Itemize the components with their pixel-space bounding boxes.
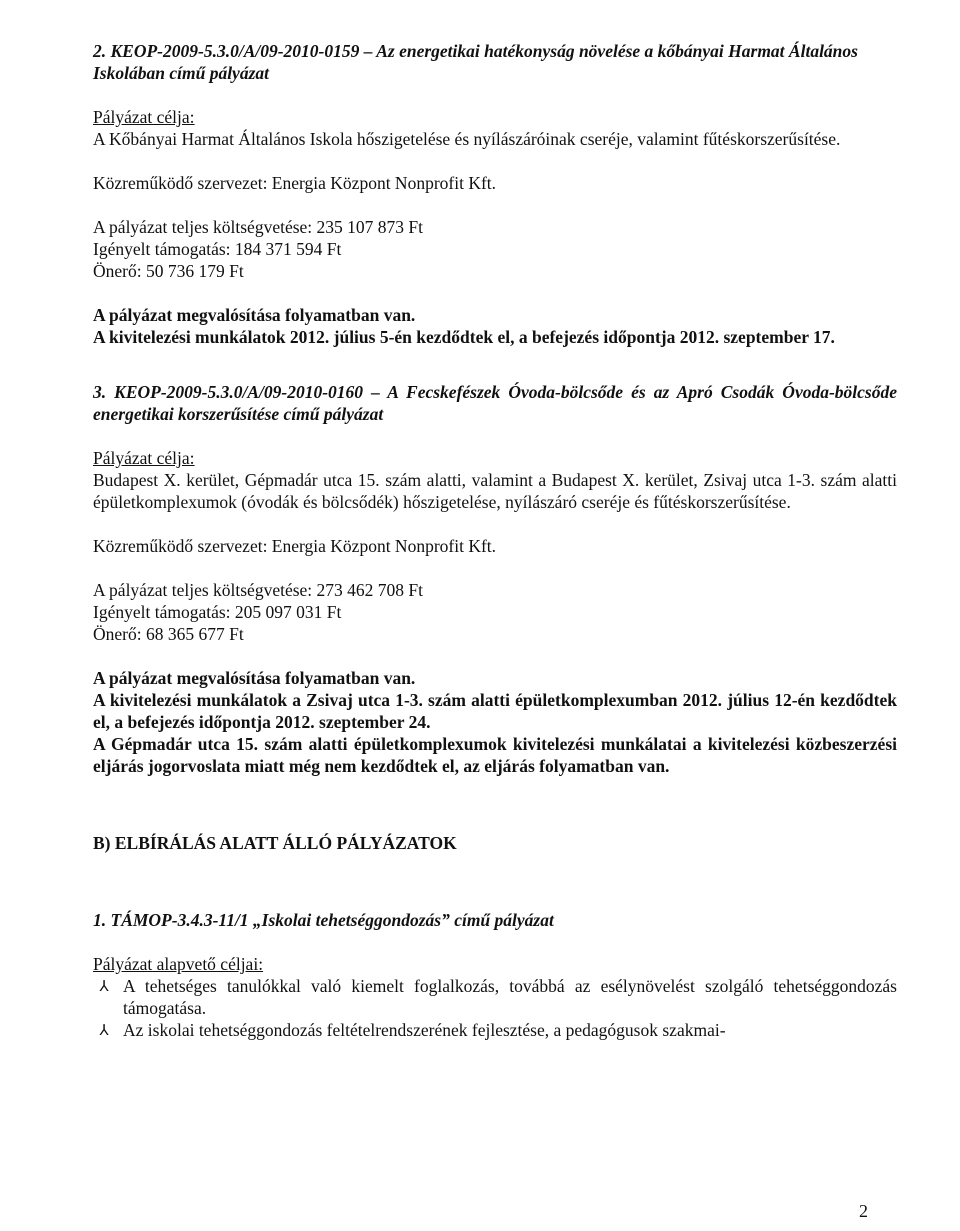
section-3-budget: A pályázat teljes költségvetése: 273 462 708 Ft [93, 580, 424, 600]
section-3-own-funds: Önerő: 68 365 677 Ft [93, 624, 244, 644]
section-3-status-2: A kivitelezési munkálatok a Zsivaj utca 1-3. szám alatti épületkomplexumban 2012. július 12-én kezdődtek el, a befejezés időpontja 2012. szeptember 24. [93, 690, 897, 732]
bullet-marker-icon: ⅄ [99, 977, 109, 995]
section-3-heading: 3. KEOP-2009-5.3.0/A/09-2010-0160 – A Fecskefészek Óvoda-bölcsőde és az Apró Csodák Óvoda-bölcsőde energetikai korszerűsítése című pályázat [93, 382, 897, 424]
section-3-support: Igényelt támogatás: 205 097 031 Ft [93, 602, 342, 622]
list-item-text: A tehetséges tanulókkal való kiemelt foglalkozás, továbbá az esélynövelést szolgáló tehetséggondozás támogatása. [123, 976, 897, 1018]
section-b1-goals-label: Pályázat alapvető céljai: [93, 954, 264, 974]
list-item [93, 1019, 897, 1041]
section-b-heading: B) ELBÍRÁLÁS ALATT ÁLLÓ PÁLYÁZATOK [93, 833, 457, 853]
list-item-text: Az iskolai tehetséggondozás feltételrendszerének fejlesztése, a pedagógusok szakmai- [123, 1020, 726, 1040]
section-3-status-3: A Gépmadár utca 15. szám alatti épületkomplexumok kivitelezési munkálatai a kivitelezési közbeszerzési eljárás jogorvoslata miatt még nem kezdődtek el, az eljárás folyamatban van. [93, 734, 897, 776]
section-2-heading: 2. KEOP-2009-5.3.0/A/09-2010-0159 – Az energetikai hatékonyság növelése a kőbányai Harmat Általános Iskolában című pályázat [93, 41, 858, 83]
list-item [93, 975, 897, 1019]
section-b1-heading: 1. TÁMOP-3.4.3-11/1 „Iskolai tehetséggondozás” című pályázat [93, 910, 554, 930]
document-page [93, 40, 897, 1041]
section-2-goal-text: A Kőbányai Harmat Általános Iskola hőszigetelése és nyílászáróinak cseréje, valamint fűtéskorszerűsítése. [93, 129, 841, 149]
section-2-status-2: A kivitelezési munkálatok 2012. július 5-én kezdődtek el, a befejezés időpontja 2012. szeptember 17. [93, 327, 835, 347]
section-3-partner: Közreműködő szervezet: Energia Központ Nonprofit Kft. [93, 536, 497, 556]
section-b1-goals-list [93, 975, 897, 1041]
section-3-goal-text: Budapest X. kerület, Gépmadár utca 15. szám alatti, valamint a Budapest X. kerület, Zsivaj utca 1-3. szám alatti épületkomplexumok (óvodák és bölcsődék) hőszigetelése, nyílászáró cseréje és fűtéskorszerűsítése. [93, 470, 897, 512]
bullet-marker-icon: ⅄ [99, 1021, 109, 1039]
section-2-support: Igényelt támogatás: 184 371 594 Ft [93, 239, 342, 259]
section-3-status-1: A pályázat megvalósítása folyamatban van. [93, 668, 416, 688]
page-number: 2 [859, 1201, 868, 1221]
section-2-own-funds: Önerő: 50 736 179 Ft [93, 261, 244, 281]
section-2-budget: A pályázat teljes költségvetése: 235 107 873 Ft [93, 217, 424, 237]
section-2-status-1: A pályázat megvalósítása folyamatban van. [93, 305, 416, 325]
section-2-partner: Közreműködő szervezet: Energia Központ Nonprofit Kft. [93, 173, 497, 193]
section-2-goal-label: Pályázat célja: [93, 107, 195, 127]
section-3-goal-label: Pályázat célja: [93, 448, 195, 468]
